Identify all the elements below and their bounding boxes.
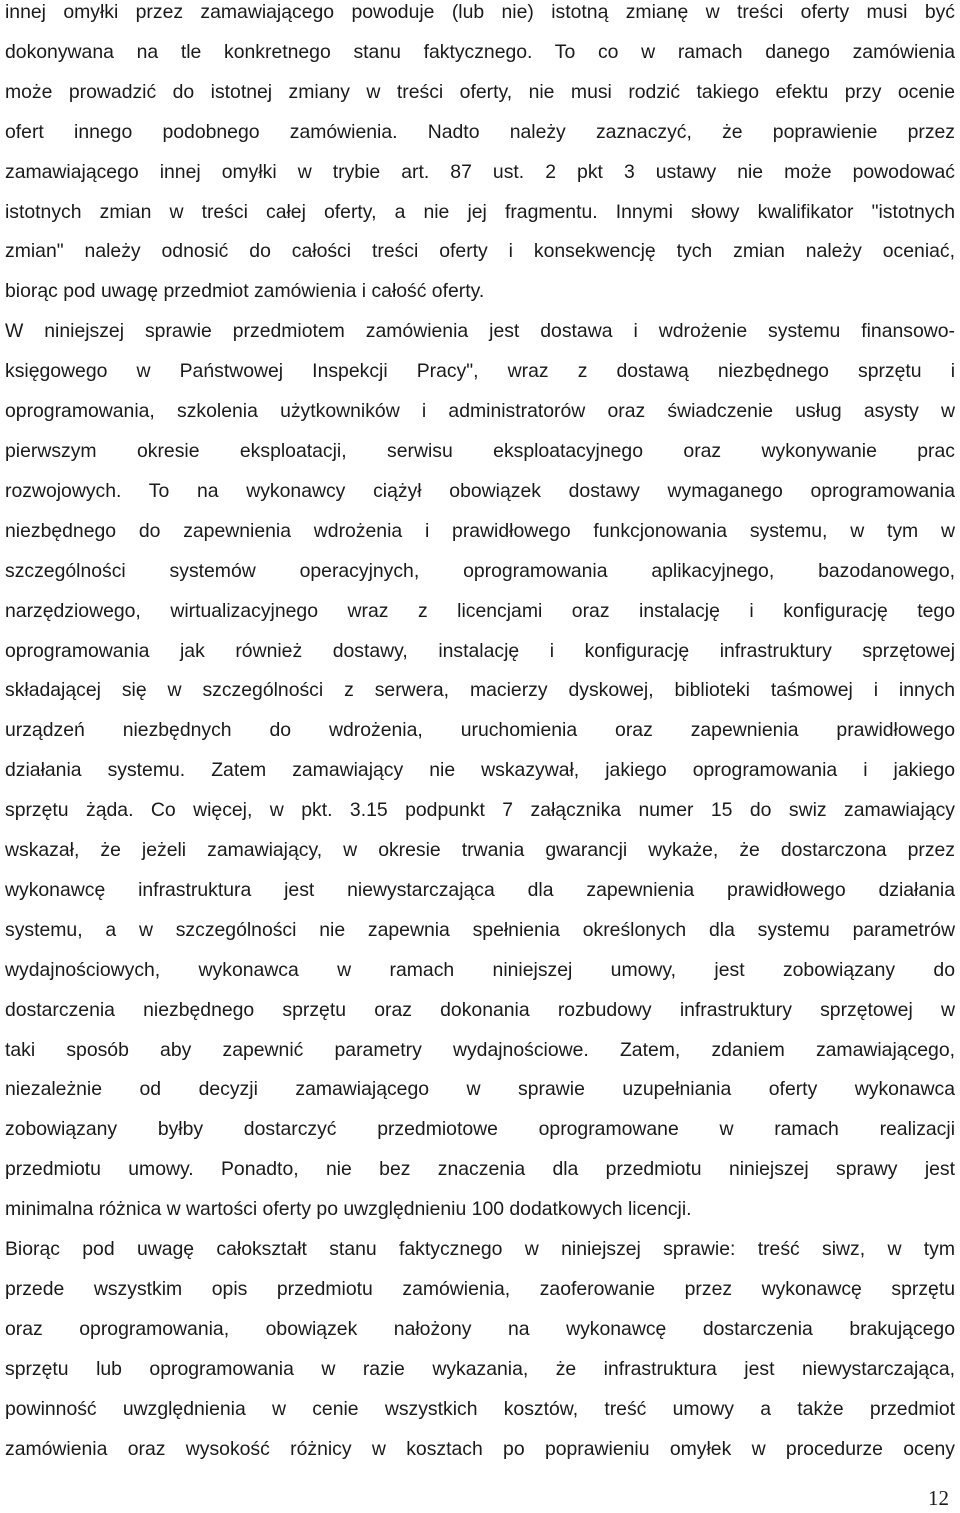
- text-line: zamówienia oraz wysokość różnicy w kosztach po poprawieniu omyłek w procedurze oceny: [5, 1437, 955, 1460]
- text-line: rozwojowych. To na wykonawcy ciążył obowiązek dostawy wymaganego oprogramowania: [5, 479, 955, 502]
- text-line: szczególności systemów operacyjnych, oprogramowania aplikacyjnego, bazodanowego,: [5, 559, 955, 582]
- text-line: niezbędnego do zapewnienia wdrożenia i prawidłowego funkcjonowania systemu, w tym w: [5, 519, 955, 542]
- text-line: wskazał, że jeżeli zamawiający, w okresie trwania gwarancji wykaże, że dostarczona przez: [5, 839, 955, 862]
- text-line: przede wszystkim opis przedmiotu zamówienia, zaoferowanie przez wykonawcę sprzętu: [5, 1278, 955, 1300]
- text-line: niezależnie od decyzji zamawiającego w sprawie uzupełniania oferty wykonawca: [5, 1078, 955, 1101]
- text-line: oprogramowania, szkolenia użytkowników i administratorów oraz świadczenie usług asysty w: [5, 400, 955, 423]
- text-line: innej omyłki przez zamawiającego powoduje (lub nie) istotną zmianę w treści oferty musi być: [5, 1, 955, 23]
- document-body: [5, 0, 955, 1470]
- paragraph: [5, 1230, 955, 1469]
- text-line: dostarczenia niezbędnego sprzętu oraz dokonania rozbudowy infrastruktury sprzętowej w: [5, 998, 955, 1021]
- text-line: W niniejszej sprawie przedmiotem zamówienia jest dostawa i wdrożenie systemu finansowo-: [5, 320, 955, 343]
- text-line: zamawiającego innej omyłki w trybie art. 87 ust. 2 pkt 3 ustawy nie może powodować: [5, 160, 955, 183]
- text-line: sprzętu żąda. Co więcej, w pkt. 3.15 podpunkt 7 załącznika numer 15 do swiz zamawiający: [5, 799, 955, 822]
- text-line: minimalna różnica w wartości oferty po uwzględnieniu 100 dodatkowych licencji.: [5, 1198, 692, 1221]
- text-line: dokonywana na tle konkretnego stanu faktycznego. To co w ramach danego zamówienia: [5, 40, 955, 63]
- text-line: oraz oprogramowania, obowiązek nałożony na wykonawcę dostarczenia brakującego: [5, 1317, 955, 1340]
- text-line: taki sposób aby zapewnić parametry wydajnościowe. Zatem, zdaniem zamawiającego,: [5, 1038, 955, 1061]
- text-line: urządzeń niezbędnych do wdrożenia, uruchomienia oraz zapewnienia prawidłowego: [5, 719, 955, 742]
- text-line: może prowadzić do istotnej zmiany w treści oferty, nie musi rodzić takiego efektu przy ocenie: [5, 80, 955, 103]
- text-line: narzędziowego, wirtualizacyjnego wraz z licencjami oraz instalację i konfigurację tego: [5, 599, 955, 622]
- text-line: powinność uwzględnienia w cenie wszystkich kosztów, treść umowy a także przedmiot: [5, 1397, 955, 1420]
- text-line: składającej się w szczególności z serwera, macierzy dyskowej, biblioteki taśmowej i innych: [5, 679, 955, 702]
- text-line: zobowiązany byłby dostarczyć przedmiotowe oprogramowane w ramach realizacji: [5, 1118, 955, 1141]
- paragraph: [5, 312, 955, 1230]
- text-line: systemu, a w szczególności nie zapewnia spełnienia określonych dla systemu parametrów: [5, 918, 955, 941]
- text-line: oprogramowania jak również dostawy, instalację i konfigurację infrastruktury sprzętowej: [5, 639, 955, 662]
- paragraph: [5, 0, 955, 312]
- text-line: biorąc pod uwagę przedmiot zamówienia i całość oferty.: [5, 280, 485, 303]
- text-line: pierwszym okresie eksploatacji, serwisu eksploatacyjnego oraz wykonywanie prac: [5, 439, 955, 462]
- text-line: ofert innego podobnego zamówienia. Nadto należy zaznaczyć, że poprawienie przez: [5, 120, 955, 143]
- text-line: przedmiotu umowy. Ponadto, nie bez znaczenia dla przedmiotu niniejszej sprawy jest: [5, 1158, 955, 1181]
- text-line: Biorąc pod uwagę całokształt stanu faktycznego w niniejszej sprawie: treść siwz, w tym: [5, 1238, 955, 1261]
- page-number: 12: [928, 1486, 949, 1510]
- text-line: wydajnościowych, wykonawca w ramach niniejszej umowy, jest zobowiązany do: [5, 958, 955, 981]
- text-line: zmian" należy odnosić do całości treści oferty i konsekwencję tych zmian należy oceniać,: [5, 240, 955, 263]
- document-page: [5, 0, 955, 1513]
- text-line: działania systemu. Zatem zamawiający nie wskazywał, jakiego oprogramowania i jakiego: [5, 759, 955, 782]
- text-line: sprzętu lub oprogramowania w razie wykazania, że infrastruktura jest niewystarczająca,: [5, 1357, 955, 1380]
- text-line: wykonawcę infrastruktura jest niewystarczająca dla zapewnienia prawidłowego działania: [5, 878, 955, 901]
- text-line: istotnych zmian w treści całej oferty, a nie jej fragmentu. Innymi słowy kwalifikator "istotnych: [5, 200, 955, 223]
- text-line: księgowego w Państwowej Inspekcji Pracy", wraz z dostawą niezbędnego sprzętu i: [5, 360, 955, 383]
